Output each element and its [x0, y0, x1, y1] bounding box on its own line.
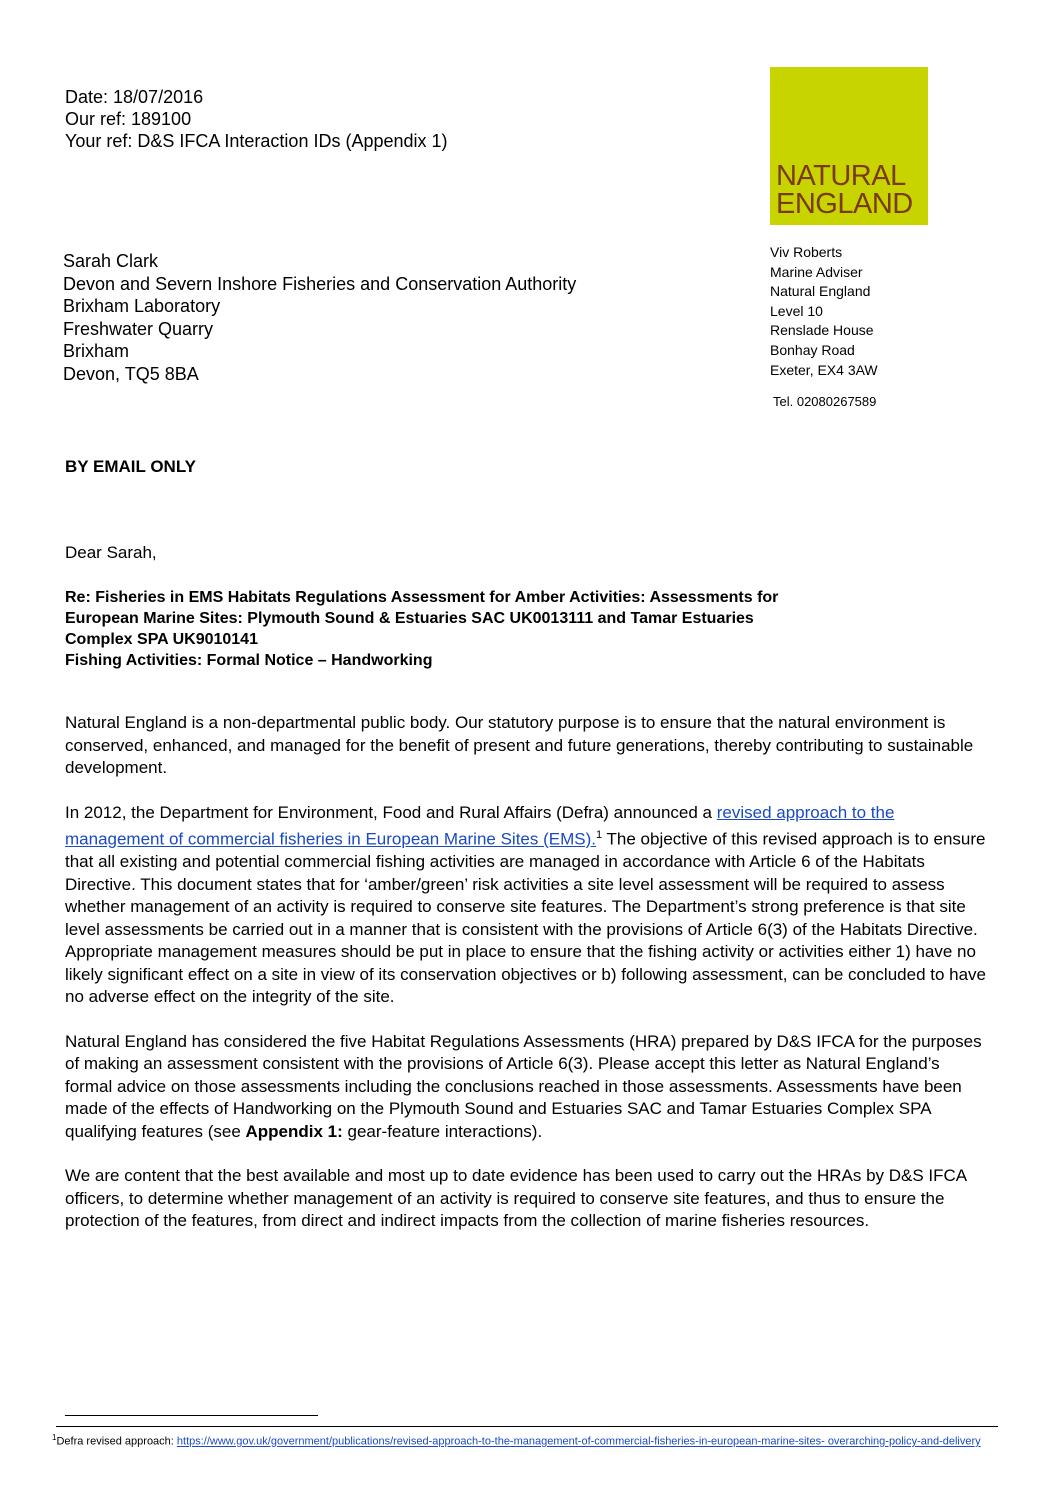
- paragraph-text: Natural England has considered the five Habitat Regulations Assessments (HRA) prepared by D&S IFCA for the purposes of making an assessment consistent with the provisions of Article 6(3). Please accept this letter as Natural England’s formal advice on those assessments including the conclusions reached in those assessments. Assessments have been made of the effects of Handworking on the Plymouth Sound and Estuaries SAC and Tamar Estuaries Complex SPA qualifying features (see: [65, 1031, 982, 1141]
- by-email-notice: BY EMAIL ONLY: [65, 457, 196, 476]
- paragraph-defra-approach: [65, 802, 990, 1009]
- sender-line: Exeter, EX4 3AW: [770, 361, 878, 378]
- recipient-address: [63, 250, 576, 386]
- natural-england-logo: [770, 67, 928, 225]
- recipient-line: Devon, TQ5 8BA: [63, 363, 199, 384]
- sender-telephone: Tel. 02080267589: [773, 394, 877, 410]
- footnote-separator: [65, 1415, 318, 1416]
- paragraph-hra-considered: [65, 1031, 990, 1144]
- paragraph-text: gear-feature interactions).: [342, 1121, 543, 1141]
- our-reference: Our ref: 189100: [65, 109, 192, 129]
- sender-line: Viv Roberts: [770, 244, 843, 260]
- your-reference: Your ref: D&S IFCA Interaction IDs (Appendix 1): [65, 131, 448, 151]
- recipient-line: Freshwater Quarry: [63, 318, 214, 339]
- recipient-line: Brixham Laboratory: [63, 296, 221, 317]
- recipient-line: Sarah Clark: [63, 251, 159, 271]
- footnote: [52, 1430, 997, 1450]
- paragraph-statutory-purpose: Natural England is a non-departmental public body. Our statutory purpose is to ensure that the natural environment is conserved, enhanced, and managed for the benefit of present and future generations, thereby contributing to sustainable development.: [65, 713, 974, 777]
- letter-body: [65, 712, 990, 1255]
- paragraph-text: The objective of this revised approach is to ensure that all existing and potential commercial fishing activities are managed in accordance with Article 6 of the Habitats Directive. This document states that for ‘amber/green’ risk activities a site level assessment will be required to assess whether management of an activity is required to conserve site features. The Department’s strong preference is that site level assessments be carried out in a manner that is consistent with the provisions of Article 6(3) of the Habitats Directive. Appropriate management measures should be put in place to ensure that the fishing activity or activities either 1) have no likely significant effect on a site in view of its conservation objectives or b) following assessment, can be concluded to have no adverse effect on the integrity of the site.: [65, 829, 987, 1007]
- sender-line: Bonhay Road: [770, 341, 855, 358]
- footnote-url-link[interactable]: https://www.gov.uk/government/publications/revised-approach-to-the-management-of-commercial-fisheries-in-european-marine-sites- overarching-policy-and-delivery: [176, 1435, 981, 1448]
- footnote-number: 1: [52, 1433, 57, 1442]
- letter-date: Date: 18/07/2016: [65, 87, 204, 107]
- subject-line: Complex SPA UK9010141: [65, 631, 258, 648]
- sender-line: Level 10: [770, 302, 823, 319]
- salutation: Dear Sarah,: [65, 543, 157, 562]
- sender-line: Marine Adviser: [770, 263, 863, 280]
- appendix-reference: Appendix 1:: [245, 1121, 343, 1141]
- sender-line: Renslade House: [770, 322, 874, 339]
- footnote-label: Defra revised approach:: [56, 1435, 177, 1448]
- subject-line: European Marine Sites: Plymouth Sound & Estuaries SAC UK0013111 and Tamar Estuaries: [65, 610, 754, 627]
- revised-approach-link[interactable]: revised approach to the management of commercial fisheries in European Marine Sites (EMS).: [65, 802, 895, 849]
- paragraph-text: In 2012, the Department for Environment, Food and Rural Affairs (Defra) announced a: [65, 802, 717, 822]
- footnote-top-border: [56, 1426, 998, 1427]
- subject-heading: [65, 587, 965, 671]
- footnote-marker: 1: [596, 829, 603, 841]
- recipient-line: Brixham: [63, 341, 130, 362]
- sender-address: [770, 243, 878, 412]
- subject-line: Re: Fisheries in EMS Habitats Regulations Assessment for Amber Activities: Assessments for: [65, 589, 779, 606]
- recipient-line: Devon and Severn Inshore Fisheries and Conservation Authority: [63, 273, 577, 294]
- letter-meta: [65, 86, 448, 152]
- logo-line-1: NATURAL: [776, 160, 906, 192]
- subject-line: Fishing Activities: Formal Notice – Handworking: [65, 652, 433, 669]
- sender-line: Natural England: [770, 283, 871, 300]
- paragraph-evidence: We are content that the best available and most up to date evidence has been used to carry out the HRAs by D&S IFCA officers, to determine whether management of an activity is required to conserve site features, and thus to ensure the protection of the features, from direct and indirect impacts from the collection of marine fisheries resources.: [65, 1166, 967, 1231]
- logo-line-2: ENGLAND: [776, 188, 913, 220]
